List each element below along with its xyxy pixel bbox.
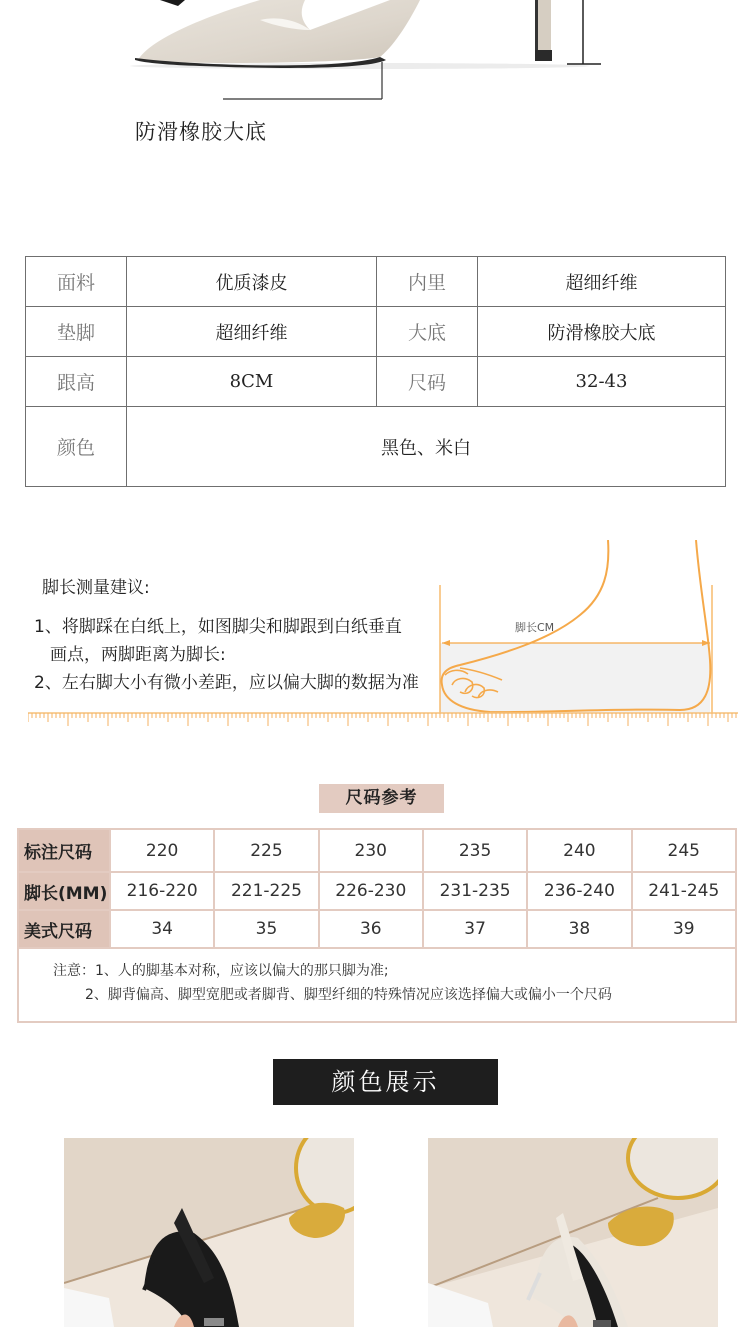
us-size-cell: 38 bbox=[527, 910, 631, 948]
product-spec-table bbox=[25, 256, 726, 487]
row-header-marked-size: 标注尺码 bbox=[18, 829, 110, 872]
spec-row bbox=[26, 257, 726, 307]
spec-row-color bbox=[26, 407, 726, 487]
us-size-cell: 35 bbox=[214, 910, 318, 948]
spec-label-heel-height: 跟高 bbox=[26, 357, 127, 407]
measurement-step-1: 1、将脚踩在白纸上，如图脚尖和脚跟到白纸垂直 bbox=[34, 617, 402, 637]
marked-size-cell: 225 bbox=[214, 829, 318, 872]
foot-length-cell: 226-230 bbox=[319, 872, 423, 910]
foot-length-cell: 216-220 bbox=[110, 872, 214, 910]
size-row-us bbox=[18, 910, 736, 948]
sole-callout-label: 防滑橡胶大底 bbox=[135, 120, 267, 144]
us-size-cell: 37 bbox=[423, 910, 527, 948]
black-shoe-photo bbox=[64, 1138, 354, 1327]
shoe-sole-illustration bbox=[0, 0, 750, 180]
size-row-foot-length bbox=[18, 872, 736, 910]
spec-row bbox=[26, 307, 726, 357]
foot-length-cell: 241-245 bbox=[632, 872, 736, 910]
spec-label-lining: 内里 bbox=[377, 257, 478, 307]
size-reference-title: 尺码参考 bbox=[319, 784, 444, 813]
spec-label-outsole: 大底 bbox=[377, 307, 478, 357]
spec-label-insole: 垫脚 bbox=[26, 307, 127, 357]
spec-value-outsole: 防滑橡胶大底 bbox=[478, 307, 726, 357]
size-chart-table bbox=[17, 828, 737, 1023]
marked-size-cell: 230 bbox=[319, 829, 423, 872]
measurement-step-2: 2、左右脚大小有微小差距，应以偏大脚的数据为准 bbox=[34, 673, 419, 693]
spec-label-material: 面料 bbox=[26, 257, 127, 307]
measurement-title: 脚长测量建议: bbox=[42, 578, 150, 598]
foot-length-cell: 221-225 bbox=[214, 872, 318, 910]
marked-size-cell: 240 bbox=[527, 829, 631, 872]
spec-label-size: 尺码 bbox=[377, 357, 478, 407]
foot-measurement-section bbox=[0, 540, 750, 740]
black-shoe-image bbox=[64, 1138, 354, 1327]
size-note bbox=[18, 948, 736, 1022]
spec-row bbox=[26, 357, 726, 407]
size-note-line-2: 2、脚背偏高、脚型宽肥或者脚背、脚型纤细的特殊情况应该选择偏大或偏小一个尺码 bbox=[85, 987, 612, 1003]
spec-value-heel-height: 8CM bbox=[127, 357, 377, 407]
row-header-us-size: 美式尺码 bbox=[18, 910, 110, 948]
ruler-graphic bbox=[28, 712, 738, 734]
marked-size-cell: 220 bbox=[110, 829, 214, 872]
foot-diagram bbox=[420, 540, 750, 715]
color-display-title: 颜色展示 bbox=[273, 1059, 498, 1105]
marked-size-cell: 235 bbox=[423, 829, 527, 872]
row-header-foot-length: 脚长(MM) bbox=[18, 872, 110, 910]
measurement-step-1-cont: 画点，两脚距离为脚长: bbox=[50, 645, 226, 665]
foot-length-cell: 231-235 bbox=[423, 872, 527, 910]
spec-value-size: 32-43 bbox=[478, 357, 726, 407]
spec-value-color: 黑色、米白 bbox=[127, 407, 726, 487]
foot-length-label: 脚长CM bbox=[515, 621, 555, 634]
size-note-row bbox=[18, 948, 736, 1022]
shoe-detail-section bbox=[0, 0, 750, 180]
beige-shoe-image bbox=[428, 1138, 718, 1327]
spec-value-lining: 超细纤维 bbox=[478, 257, 726, 307]
spec-value-insole: 超细纤维 bbox=[127, 307, 377, 357]
foot-length-cell: 236-240 bbox=[527, 872, 631, 910]
marked-size-cell: 245 bbox=[632, 829, 736, 872]
spec-value-material: 优质漆皮 bbox=[127, 257, 377, 307]
us-size-cell: 36 bbox=[319, 910, 423, 948]
spec-label-color: 颜色 bbox=[26, 407, 127, 487]
us-size-cell: 39 bbox=[632, 910, 736, 948]
size-note-line-1: 注意：1、人的脚基本对称，应该以偏大的那只脚为准; bbox=[53, 963, 389, 979]
us-size-cell: 34 bbox=[110, 910, 214, 948]
beige-shoe-photo bbox=[428, 1138, 718, 1327]
size-row-marked bbox=[18, 829, 736, 872]
